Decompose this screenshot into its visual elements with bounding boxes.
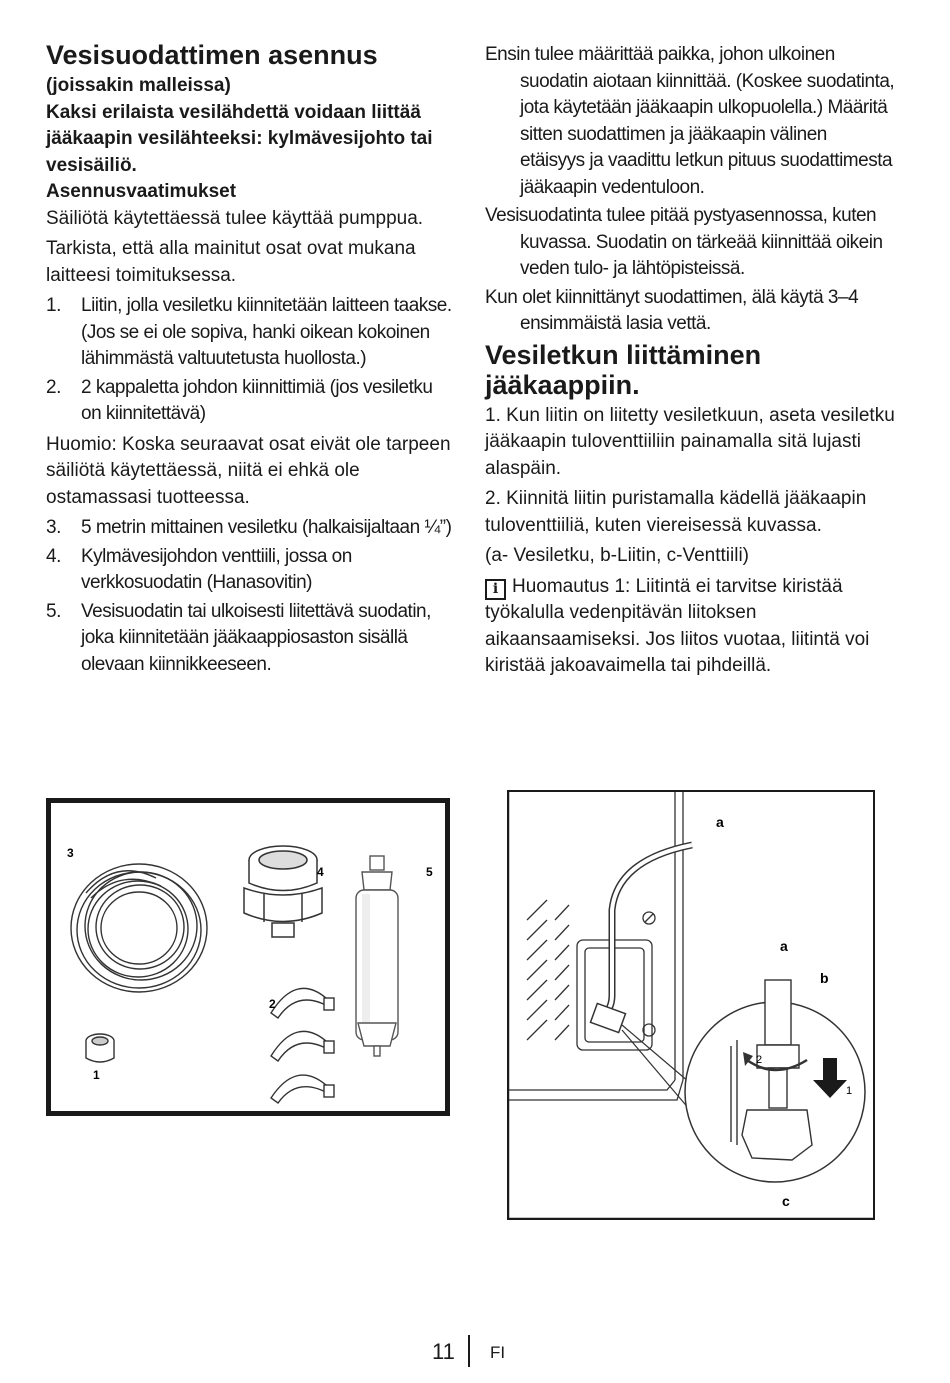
models-note: (joissakin malleissa) xyxy=(46,75,231,96)
list-item xyxy=(46,544,456,597)
figure-label: 2 xyxy=(756,1054,763,1066)
step-2: 2. Kiinnitä liitin puristamalla kädellä jääkaapin tuloventtiiliä, kuten viereisessä kuvassa. xyxy=(485,488,867,536)
parts-list-2 xyxy=(46,515,456,678)
check-parts-paragraph: Tarkista, että alla mainitut osat ovat mukana laitteesi toimituksessa. xyxy=(46,238,416,286)
figure-label: a xyxy=(716,814,724,830)
water-sources-note: Kaksi erilaista vesilähdettä voidaan liittää jääkaapin vesilähteeksi: kylmävesijohto tai vesisäiliö. xyxy=(46,101,433,176)
figure-label: c xyxy=(782,1193,790,1209)
list-number: 4. xyxy=(46,545,61,567)
notice-text: Huomautus 1: Liitintä ei tarvitse kiristää työkalulla vedenpitävän liitoksen aikaansaamiseksi. Jos liitos vuotaa, liitintä voi kiristää jakoavaimella tai pihdeillä. xyxy=(485,575,870,676)
list-item xyxy=(46,599,456,679)
list-number: 3. xyxy=(46,517,61,538)
figure-label: 2 xyxy=(269,997,276,1011)
list-text: 2 kappaletta johdon kiinnittimiä (jos vesiletku on kiinnitettävä) xyxy=(81,376,433,424)
hose-section-heading: Vesiletkun liittäminen jääkaappiin. xyxy=(485,339,762,400)
list-text: Liitin, jolla vesiletku kiinnitetään laitteen taakse. (Jos se ei ole sopiva, hanki oikean kokoinen lähimmästä valtuutetusta huollosta.) xyxy=(81,295,452,369)
connection-illustration xyxy=(507,790,875,1220)
parts-list-1 xyxy=(46,293,456,428)
figure-label: 4 xyxy=(317,865,324,879)
parts-figure xyxy=(46,798,450,1116)
figure-label: 3 xyxy=(67,846,74,860)
list-number: 5. xyxy=(46,600,61,622)
figure-label: 1 xyxy=(93,1068,100,1082)
legend-line: (a- Vesiletku, b-Liitin, c-Venttiili) xyxy=(485,545,749,566)
list-text: Vesisuodatin tai ulkoisesti liitettävä suodatin, joka kiinnitetään jääkaappiosaston sisällä olevaan kiinnikkeeseen. xyxy=(81,600,431,675)
list-item xyxy=(46,293,456,373)
note-paragraph: Huomio: Koska seuraavat osat eivät ole tarpeen säiliötä käytettäessä, niitä ei ehkä ole ostamassasi tuotteessa. xyxy=(46,433,451,508)
footer-divider xyxy=(468,1335,470,1367)
list-number: 2. xyxy=(46,376,61,398)
right-column xyxy=(485,42,895,684)
page-number: 11 xyxy=(432,1339,455,1364)
figure-label: b xyxy=(820,970,829,986)
figure-label: 1 xyxy=(846,1085,853,1097)
parts-illustration xyxy=(46,798,450,1116)
first-glasses-paragraph: Kun olet kiinnittänyt suodattimen, älä käytä 3–4 ensimmäistä lasia vettä. xyxy=(485,286,859,334)
pump-paragraph: Säiliötä käytettäessä tulee käyttää pumppua. xyxy=(46,207,424,229)
list-text: 5 metrin mittainen vesiletku (halkaisijaltaan ¼”) xyxy=(81,517,452,538)
notice-paragraph xyxy=(485,574,895,680)
connection-figure xyxy=(507,790,875,1220)
section-heading: Vesisuodattimen asennus xyxy=(46,40,378,70)
appliance-back xyxy=(509,792,683,1100)
figure-label: 5 xyxy=(426,865,433,879)
location-paragraph: Ensin tulee määrittää paikka, johon ulkoinen suodatin aiotaan kiinnittää. (Koskee suodatinta, jota käytetään jääkaapin ulkopuolella.) Määritä sitten suodattimen ja jääkaapin välinen etäisyys ja vaadittu letkun pituus suodattimesta jääkaapin vedentuloon. xyxy=(485,44,895,198)
list-item xyxy=(46,375,456,428)
language-code: FI xyxy=(490,1343,506,1362)
step-1: 1. Kun liitin on liitetty vesiletkuun, aseta vesiletku jääkaapin tuloventtiiliin painamalla sitä lujasti alaspäin. xyxy=(485,404,895,479)
page-footer xyxy=(0,1335,950,1367)
orientation-paragraph: Vesisuodatinta tulee pitää pystyasennossa, kuten kuvassa. Suodatin on tärkeää kiinnittää oikein veden tulo- ja lähtöpisteissä. xyxy=(485,205,883,279)
left-column xyxy=(46,40,456,682)
connector-nut xyxy=(86,1034,114,1062)
figure-label: a xyxy=(780,938,788,954)
list-number: 1. xyxy=(46,295,61,316)
list-item xyxy=(46,515,456,542)
info-icon: i xyxy=(485,579,506,600)
list-text: Kylmävesijohdon venttiili, jossa on verkkosuodatin (Hanasovitin) xyxy=(81,545,352,593)
requirements-heading: Asennusvaatimukset xyxy=(46,181,237,202)
